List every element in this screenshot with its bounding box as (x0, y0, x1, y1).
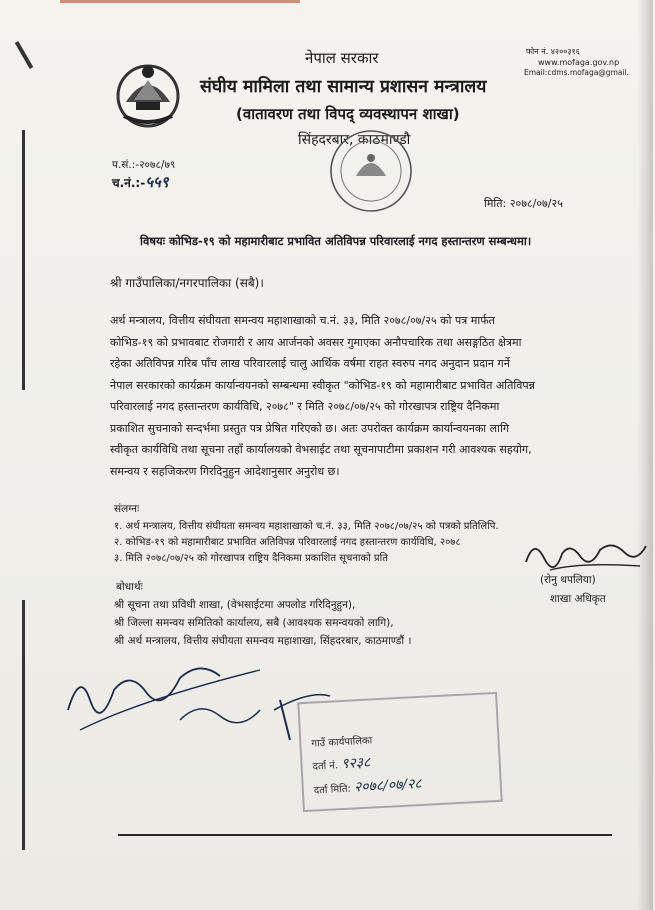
body-paragraph (110, 310, 606, 482)
enclosure-item: १. अर्थ मन्त्रालय, वित्तीय संघीयता समन्वय महाशाखाको च.नं. ३३, मिति २०७८/०७/२५ को पत्रको प्रतिलिपि. (114, 521, 499, 532)
stamp-date-value: २०७८/०७/२८ (353, 775, 423, 796)
footer-rule (118, 834, 612, 836)
enclosure-item: ३. मिति २०७८/०७/२५ को गोरखापत्र राष्ट्रिय दैनिकमा प्रकाशित सूचनाको प्रति (114, 553, 388, 564)
binder-tick (15, 41, 33, 69)
dispatch-label: च.नं.:- (112, 176, 146, 190)
letter-date: मिति: २०७८/०७/२५ (484, 197, 563, 210)
enclosure-title: संलग्नः (114, 503, 140, 515)
body-line: प्रकाशित सुचनाको सन्दर्भमा प्रस्तुत पत्र प्रेषित गरिएको छ। अतः उपरोक्त कार्यक्रम कार्यान्वयनका लागि (110, 421, 510, 435)
stamp-number-value: ९२३८ (340, 754, 371, 773)
registration-stamp (297, 692, 502, 812)
stamp-number-row (312, 753, 371, 775)
subject-line: विषयः कोभिड-१९ को महामारीबाट प्रभावित अतिविपन्न परिवारलाई नगद हस्तान्तरण सम्बन्धमा। (140, 234, 532, 248)
email: Email:cdms.mofaga@gmail. (524, 68, 630, 77)
body-line: रहेका अतिविपन्न गरिब पाँच लाख परिवारलाई चालु आर्थिक वर्षमा राहत स्वरुप नगद अनुदान प्रदान गर्ने (110, 357, 510, 370)
stamp-number-label: दर्ता नं. (312, 760, 339, 773)
government-name: नेपाल सरकार (305, 49, 379, 67)
branch-name: (वातावरण तथा विपद् व्यवस्थापन शाखा) (236, 105, 460, 123)
signatory-title: शाखा अधिकृत (550, 593, 606, 605)
office-seal (328, 128, 414, 214)
binder-line (22, 130, 25, 390)
body-line: परिवारलाई नगद हस्तान्तरण कार्यविधि, २०७८" र मिति २०७८/०७/२५ को गोरखापत्र राष्ट्रिय दैनिकमा (110, 400, 500, 413)
cc-item: श्री जिल्ला समन्वय समितिको कार्यालय, सबै (आवश्यक समन्वयको लागि), (114, 617, 394, 629)
stamp-office: गाउँ कार्यपालिका (311, 735, 373, 750)
stamp-date-label: दर्ता मिति: (313, 783, 352, 797)
page-edge-shadow (637, 0, 653, 910)
cc-item: श्री अर्थ मन्त्रालय, वित्तीय संघीयता समन्वय महाशाखा, सिंहदरबार, काठमाण्डौं । (114, 635, 412, 647)
body-line: अर्थ मन्त्रालय, वित्तीय संघीयता समन्वय महाशाखाको च.नं. ३३, मिति २०७८/०७/२५ को पत्र मार्फत (110, 314, 495, 327)
signatory-name: (रोनु थपलिया) (540, 574, 596, 586)
body-line: स्वीकृत कार्यविधि तथा सूचना तहाँ कार्यालयको वेभसाईट तथा सूचनापाटीमा प्रकाशन गरी आवश्यक सहयोग, (110, 443, 532, 456)
enclosure-item: २. कोभिड-१९ को महामारीबाट प्रभावित अतिविपन्न परिवारलाई नगद हस्तान्तरण कार्यविधि, २०७८ (114, 537, 461, 548)
body-line: कोभिड-१९ को प्रभावबाट रोजगारी र आय आर्जनको अवसर गुमाएका अनौपचारिक तथा असङ्गठित क्षेत्रमा (110, 335, 522, 349)
dispatch-number: ५५९ (145, 173, 169, 191)
top-red-mark (60, 0, 300, 3)
website: www.mofaga.gov.np (538, 58, 620, 67)
recipient: श्री गाउँपालिका/नगरपालिका (सबै)। (110, 276, 264, 290)
cc-item: श्री सूचना तथा प्रविधी शाखा, (वेभसाईटमा अपलोड गरिदिनुहुन), (114, 599, 356, 611)
binder-line-lower (22, 600, 25, 850)
office-location: सिंहदरबार, काठमाण्डौ (298, 132, 411, 148)
fiscal-year-ref: प.सं.:-२०७८/७९ (112, 159, 176, 171)
nepal-emblem-logo (112, 58, 184, 130)
phone-number: फोन नं. ४२००३१६ (526, 47, 580, 56)
body-line: नेपाल सरकारको कार्यक्रम कार्यान्वयनको सम्बन्धमा स्वीकृत "कोभिड-१९ को महामारीबाट प्रभावित अतिविपन्न (110, 378, 535, 392)
dispatch-ref (112, 172, 169, 192)
ministry-name: संघीय मामिला तथा सामान्य प्रशासन मन्त्रालय (200, 77, 487, 97)
cc-title: बोधार्थः (116, 581, 143, 593)
body-line: समन्वय र सहजिकरण गिरदिनुहुन आदेशानुसार अनुरोध छ। (110, 464, 340, 478)
stamp-date-row (313, 774, 422, 799)
